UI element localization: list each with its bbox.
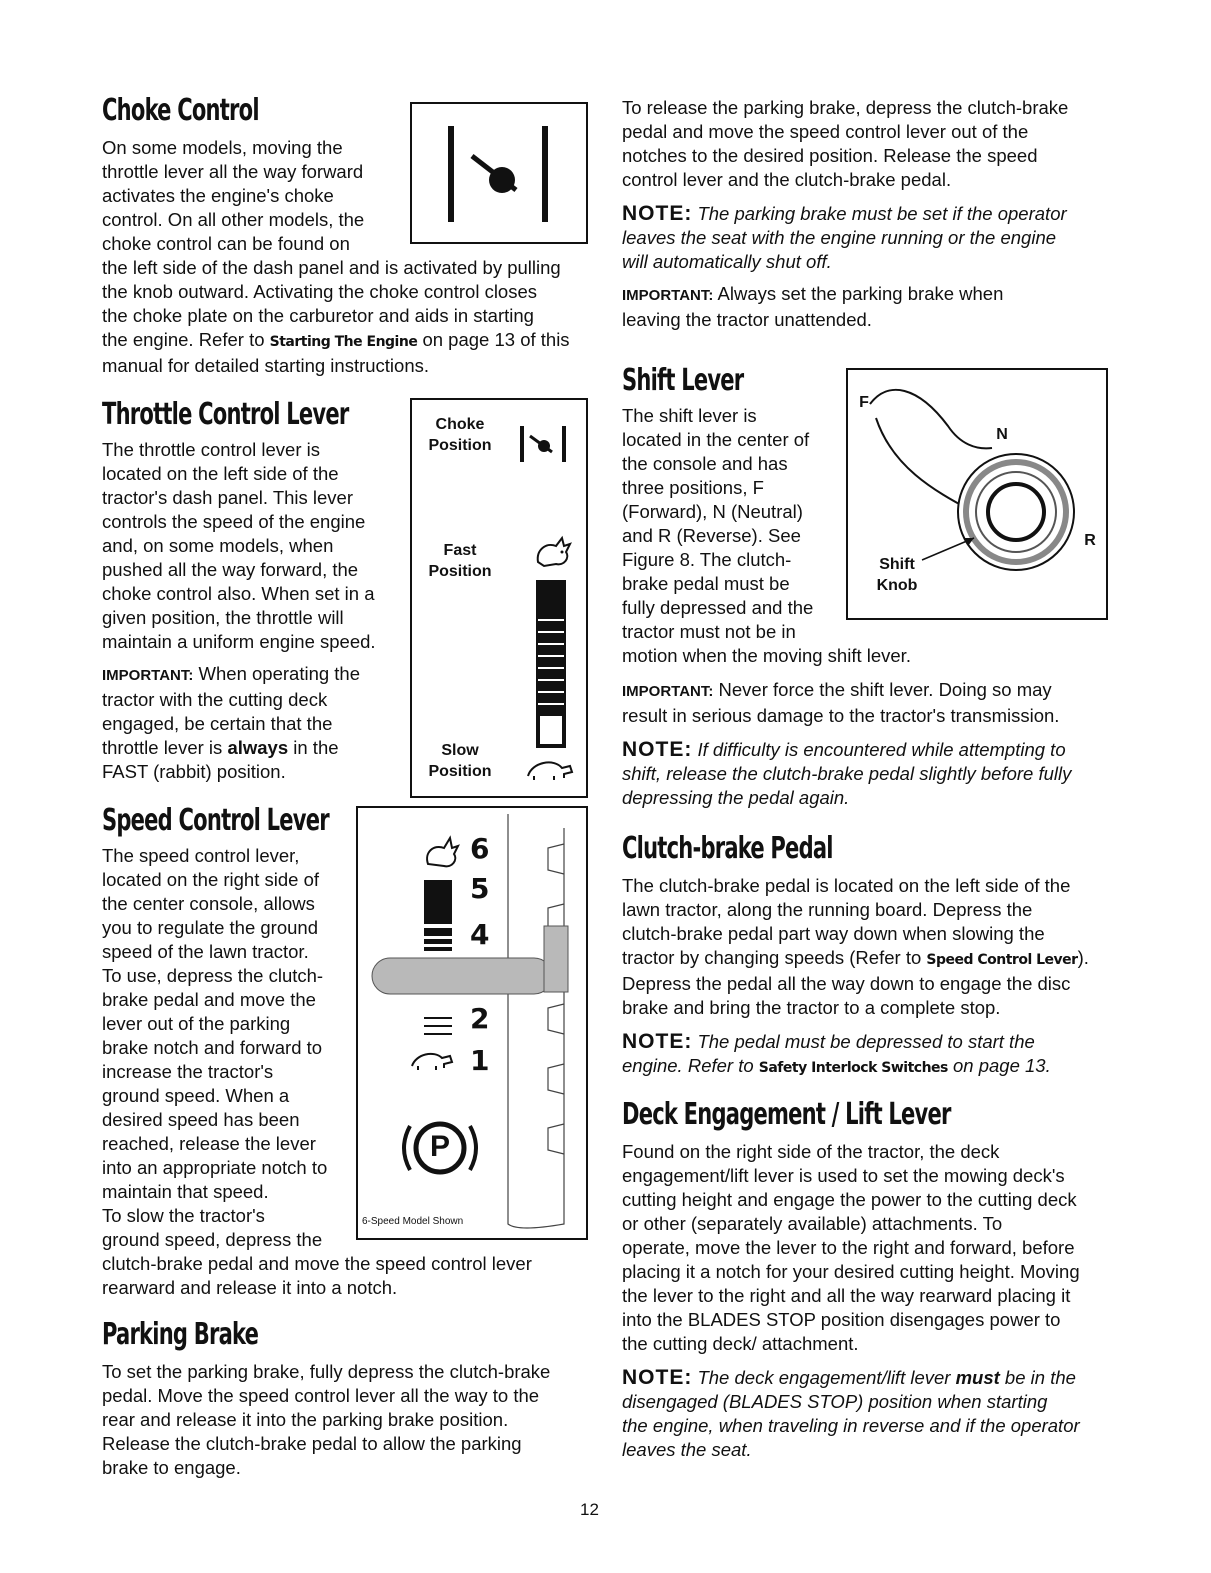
important-label: IMPORTANT:	[622, 683, 714, 700]
parking-note	[622, 202, 1112, 226]
text-line: reached, release the lever	[102, 1133, 316, 1154]
text-line: On some models, moving the	[102, 137, 343, 158]
always-pre: throttle lever is	[102, 737, 228, 758]
shift-note	[622, 738, 1112, 762]
note-label: NOTE:	[622, 738, 693, 761]
text-line: rearward and release it into a notch.	[102, 1277, 398, 1298]
gear-label: 1	[470, 1044, 490, 1077]
throttle-title: Throttle Control Lever	[102, 397, 349, 432]
slow-position-label: Slow Position	[428, 742, 492, 780]
text-line: maintain a uniform engine speed.	[102, 631, 376, 652]
text-line: tractor's dash panel. This lever	[102, 487, 354, 508]
deck-note-bold: must	[955, 1367, 1000, 1388]
clutch-body-2	[622, 972, 1112, 1020]
deck-section	[622, 1097, 1112, 1462]
text-line: brake notch and forward to	[102, 1037, 323, 1058]
text-line: The clutch-brake pedal is located on the left side of the	[622, 875, 1071, 896]
shift-important-first: Never force the shift lever. Doing so may	[713, 679, 1052, 700]
clutch-note	[622, 1030, 1112, 1054]
text-line: ground speed. When a	[102, 1085, 290, 1106]
text-line: the choke plate on the carburetor and aids in starting	[102, 305, 534, 326]
text-line: control. On all other models, the	[102, 209, 365, 230]
choke-last-line: manual for detailed starting instructions.	[102, 355, 430, 376]
text-line: engagement/lift lever is used to set the mowing deck's	[622, 1165, 1065, 1186]
throttle-figure	[410, 398, 588, 798]
text-line: activates the engine's choke	[102, 185, 334, 206]
text-line: into the BLADES STOP position disengages power to	[622, 1309, 1061, 1330]
text-line: tractor must not be in	[622, 621, 796, 642]
text-line: speed of the lawn tractor.	[102, 941, 309, 962]
text-line: and, on some models, when	[102, 535, 334, 556]
text-line: lever out of the parking	[102, 1013, 291, 1034]
clutch-note-first: The pedal must be depressed to start the	[692, 1031, 1035, 1052]
text-line: The speed control lever,	[102, 845, 300, 866]
text-line: and R (Reverse). See	[622, 525, 801, 546]
shift-title: Shift Lever	[622, 363, 744, 398]
text-line: choke control can be found on	[102, 233, 350, 254]
choke-position-label: Choke Position	[428, 416, 492, 454]
parking-release-section	[622, 96, 1112, 332]
text-line: depressing the pedal again.	[622, 787, 850, 808]
choke-figure	[410, 102, 588, 244]
shift-important	[622, 678, 1112, 704]
text-line: into an appropriate notch to	[102, 1157, 328, 1178]
text-line: rear and release it into the parking brake position.	[102, 1409, 509, 1430]
always-bold: always	[227, 737, 289, 758]
parking-release-body	[622, 96, 1112, 192]
text-line: three positions, F	[622, 477, 764, 498]
text-line: the lever to the right and all the way rearward placing it	[622, 1285, 1071, 1306]
text-line: control lever and the clutch-brake pedal.	[622, 169, 952, 190]
clutch-body	[622, 874, 1112, 946]
text-line: The shift lever is	[622, 405, 757, 426]
text-line: notches to the desired position. Release the speed	[622, 145, 1038, 166]
clutch-note-link: Safety Interlock Switches	[758, 1060, 948, 1076]
gear-label: 2	[470, 1002, 490, 1035]
text-line: Release the clutch-brake pedal to allow the parking	[102, 1433, 522, 1454]
clutch-section	[622, 831, 1112, 1080]
deck-note-post: be in the	[999, 1367, 1076, 1388]
text-line: located on the right side of	[102, 869, 320, 890]
text-line: fully depressed and the	[622, 597, 814, 618]
text-line: will automatically shut off.	[622, 251, 832, 272]
text-line: brake pedal must be	[622, 573, 790, 594]
choke-symbol-icon	[412, 104, 586, 242]
shift-figure	[846, 368, 1108, 620]
text-line: shift, release the clutch-brake pedal slightly before fully	[622, 763, 1072, 784]
deck-note	[622, 1366, 1112, 1390]
deck-title: Deck Engagement / Lift Lever	[622, 1097, 951, 1132]
shift-important-last: result in serious damage to the tractor's transmission.	[622, 705, 1060, 726]
text-line: the knob outward. Activating the choke control closes	[102, 281, 538, 302]
text-line: the console and has	[622, 453, 788, 474]
text-line: Found on the right side of the tractor, the deck	[622, 1141, 1000, 1162]
park-label: P	[429, 1130, 450, 1163]
text-line: located on the left side of the	[102, 463, 339, 484]
text-line: or other (separately available) attachments. To	[622, 1213, 1003, 1234]
text-line: clutch-brake pedal part way down when slowing the	[622, 923, 1045, 944]
important-label: IMPORTANT:	[622, 287, 714, 304]
text-line: throttle lever all the way forward	[102, 161, 364, 182]
text-line: increase the tractor's	[102, 1061, 274, 1082]
note-label: NOTE:	[622, 202, 693, 225]
fast-position-label: Fast Position	[428, 542, 492, 580]
note-label: NOTE:	[622, 1030, 693, 1053]
parking-section	[102, 1317, 592, 1480]
throttle-bar-icon	[534, 580, 568, 750]
note-label: NOTE:	[622, 1366, 693, 1389]
text-line: Figure 8. The clutch-	[622, 549, 792, 570]
neutral-label: N	[996, 426, 1008, 443]
shift-knob-label: Shift Knob	[876, 556, 918, 594]
deck-note-pre: The deck engagement/lift lever	[692, 1367, 956, 1388]
parking-body	[102, 1360, 592, 1480]
choke-ref-pre: the engine. Refer to	[102, 329, 270, 350]
gear-label: 5	[470, 872, 490, 905]
shift-note-first: If difficulty is encountered while attempting to	[692, 739, 1066, 760]
clutch-title: Clutch-brake Pedal	[622, 831, 833, 866]
clutch-note-ref	[622, 1054, 1112, 1080]
text-line: lawn tractor, along the running board. Depress the	[622, 899, 1033, 920]
text-line: controls the speed of the engine	[102, 511, 366, 532]
text-line: ground speed, depress the	[102, 1229, 323, 1250]
text-line: To use, depress the clutch-	[102, 965, 324, 986]
choke-symbol-small-icon	[516, 424, 572, 464]
text-line: tractor with the cutting deck	[102, 689, 328, 710]
choke-ref-line	[102, 328, 592, 354]
text-line: brake pedal and move the	[102, 989, 316, 1010]
speed-body-wide	[102, 1252, 592, 1300]
clutch-ref-line	[622, 946, 1112, 972]
text-line: leaves the seat with the engine running or the engine	[622, 227, 1057, 248]
speed-figure	[356, 806, 588, 1240]
deck-note-lines	[622, 1390, 1112, 1462]
text-line: clutch-brake pedal and move the speed control lever	[102, 1253, 532, 1274]
gear-label: 6	[470, 832, 490, 865]
text-line: disengaged (BLADES STOP) position when starting	[622, 1391, 1048, 1412]
text-line: engaged, be certain that the	[102, 713, 333, 734]
choke-ref-post: on page 13 of this	[417, 329, 570, 350]
figure-caption: 6-Speed Model Shown	[362, 1216, 464, 1227]
shift-note-lines	[622, 762, 1112, 810]
text-line: cutting height and engage the power to the cutting deck	[622, 1189, 1077, 1210]
text-line: To set the parking brake, fully depress the clutch-brake	[102, 1361, 551, 1382]
parking-title: Parking Brake	[102, 1317, 259, 1352]
turtle-icon	[524, 752, 576, 784]
throttle-important-first: When operating the	[193, 663, 360, 684]
text-line: choke control also. When set in a	[102, 583, 375, 604]
important-label: IMPORTANT:	[102, 667, 194, 684]
parking-important	[622, 282, 1112, 308]
text-line: pedal and move the speed control lever out of the	[622, 121, 1029, 142]
throttle-section	[102, 397, 402, 784]
text-line: operate, move the lever to the right and forward, before	[622, 1237, 1075, 1258]
parking-note-lines	[622, 226, 1112, 274]
choke-ref-link: Starting The Engine	[269, 334, 418, 350]
throttle-body	[102, 438, 402, 654]
parking-note-first: The parking brake must be set if the operator	[692, 203, 1067, 224]
clutch-ref-pre: tractor by changing speeds (Refer to	[622, 947, 927, 968]
clutch-ref-post: ).	[1077, 947, 1089, 968]
throttle-important	[102, 662, 402, 688]
text-line: brake and bring the tractor to a complete stop.	[622, 997, 1001, 1018]
text-line: (Forward), N (Neutral)	[622, 501, 803, 522]
text-line: The throttle control lever is	[102, 439, 320, 460]
text-line: you to regulate the ground	[102, 917, 318, 938]
shift-wide-line: motion when the moving shift lever.	[622, 645, 911, 666]
deck-body	[622, 1140, 1112, 1356]
forward-label: F	[859, 394, 869, 411]
text-line: the engine, when traveling in reverse and if the operator	[622, 1415, 1080, 1436]
text-line: To slow the tractor's	[102, 1205, 265, 1226]
choke-body-wide	[102, 256, 592, 328]
gear-label: 4	[470, 918, 490, 951]
throttle-last-line: FAST (rabbit) position.	[102, 761, 286, 782]
always-post: in the	[288, 737, 339, 758]
clutch-ref-link: Speed Control Lever	[926, 952, 1078, 968]
clutch-note-pre: engine. Refer to	[622, 1055, 759, 1076]
text-line: the center console, allows	[102, 893, 315, 914]
clutch-note-post: on page 13.	[947, 1055, 1051, 1076]
reverse-label: R	[1084, 532, 1096, 549]
parking-important-first: Always set the parking brake when	[713, 283, 1004, 304]
text-line: To release the parking brake, depress the clutch-brake	[622, 97, 1069, 118]
text-line: pushed all the way forward, the	[102, 559, 359, 580]
page-number: 12	[580, 1500, 599, 1519]
text-line: desired speed has been	[102, 1109, 300, 1130]
text-line: brake to engage.	[102, 1457, 241, 1478]
text-line: leaves the seat.	[622, 1439, 752, 1460]
text-line: the cutting deck/ attachment.	[622, 1333, 859, 1354]
text-line: given position, the throttle will	[102, 607, 344, 628]
text-line: maintain that speed.	[102, 1181, 269, 1202]
speed-title: Speed Control Lever	[102, 803, 329, 838]
text-line: located in the center of	[622, 429, 810, 450]
throttle-important-lines	[102, 688, 402, 736]
text-line: Depress the pedal all the way down to engage the disc	[622, 973, 1071, 994]
parking-important-last: leaving the tractor unattended.	[622, 309, 872, 330]
throttle-always-line	[102, 736, 402, 760]
text-line: pedal. Move the speed control lever all the way to the	[102, 1385, 540, 1406]
choke-title: Choke Control	[102, 93, 259, 128]
text-line: placing it a notch for your desired cutting height. Moving	[622, 1261, 1080, 1282]
text-line: the left side of the dash panel and is activated by pulling	[102, 257, 561, 278]
rabbit-icon	[532, 532, 576, 572]
